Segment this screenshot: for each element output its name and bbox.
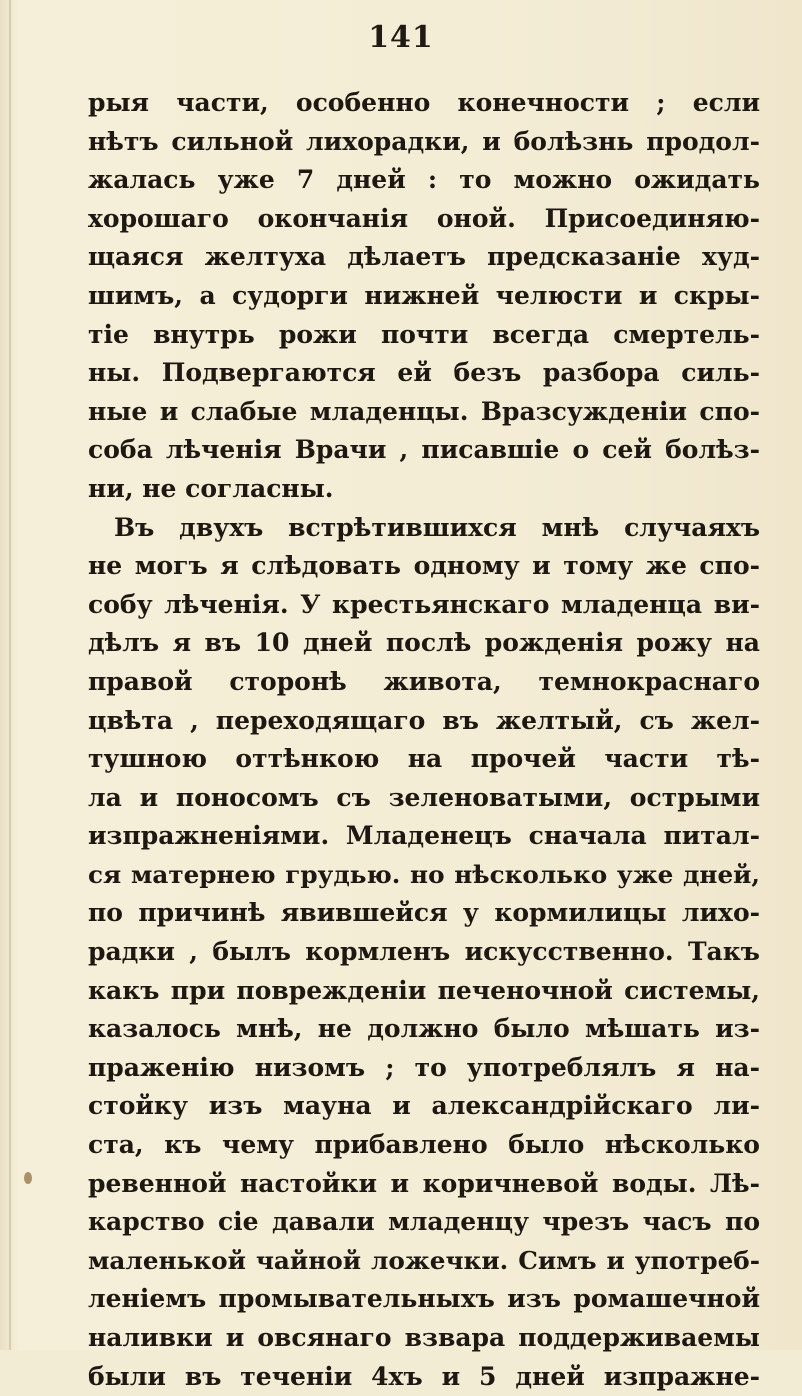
text-line-6: шимъ, а судорги нижней челюсти и скры-	[88, 280, 760, 310]
text-line-32: леніемъ промывательныхъ изъ ромашечной	[88, 1284, 760, 1314]
text-line-20: изпражненіями. Младенецъ сначала питал-	[88, 821, 760, 851]
text-line-17: цвѣта , переходящаго въ желтый, съ жел-	[88, 705, 760, 735]
text-line-19: ла и поносомъ съ зеленоватыми, острыми	[88, 782, 760, 812]
text-line-15: дѣлъ я въ 10 дней послѣ рожденія рожу на	[88, 628, 760, 658]
text-line-1: рыя части, особенно конечности ; если	[88, 88, 760, 117]
text-line-13: не могъ я слѣдовать одному и тому же спо-	[88, 551, 760, 581]
text-line-16: правой сторонѣ живота, темнокраснаго	[88, 666, 760, 696]
text-line-27: стойку изъ мауна и александрійскаго ли-	[88, 1091, 760, 1121]
page-number: 141	[368, 20, 434, 55]
text-line-14: собу лѣченія. У крестьянскаго младенца ви-	[88, 589, 760, 619]
text-line-8: ны. Подвергаются ей безъ разбора силь-	[88, 358, 760, 388]
body-text	[88, 84, 760, 1396]
text-line-21: ся матернею грудью. но нѣсколько уже дней,	[88, 859, 760, 889]
text-line-28: ста, къ чему прибавлено было нѣсколько	[88, 1130, 760, 1160]
binding-gutter	[9, 0, 11, 1350]
text-line-33: наливки и овсянаго взвара поддерживаемы	[88, 1323, 760, 1352]
text-line-23: радки , былъ кормленъ искусственно. Такъ	[88, 937, 760, 967]
text-line-5: щаяся желтуха дѣлаетъ предсказаніе худ-	[88, 242, 760, 272]
text-line-18: тушною оттѣнкою на прочей части тѣ-	[88, 744, 760, 774]
text-line-2: нѣтъ сильной лихорадки, и болѣзнь продол-	[88, 126, 760, 156]
text-line-30: карство сіе давали младенцу чрезъ часъ по	[88, 1207, 760, 1237]
text-line-12: Въ двухъ встрѣтившихся мнѣ случаяхъ	[114, 512, 760, 542]
ink-spot	[24, 1172, 32, 1184]
text-line-31: маленькой чайной ложечки. Симъ и употреб-	[88, 1245, 760, 1275]
text-line-24: какъ при поврежденіи печеночной системы,	[88, 975, 760, 1005]
text-line-34: были въ теченіи 4хъ и 5 дней изпражне-	[88, 1361, 760, 1391]
text-line-9: ные и слабые младенцы. Вразсужденіи спо-	[88, 396, 760, 426]
text-line-26: праженію низомъ ; то употреблялъ я на-	[88, 1052, 760, 1082]
text-line-10: соба лѣченія Врачи , писавшіе о сей болѣз-	[88, 435, 760, 465]
text-line-11: ни, не согласны.	[88, 473, 334, 503]
text-line-3: жалась уже 7 дней : то можно ожидать	[88, 165, 760, 195]
text-line-7: тіе внутрь рожи почти всегда смертель-	[88, 319, 760, 349]
text-line-4: хорошаго окончанія оной. Присоединяю-	[88, 203, 760, 233]
text-line-29: ревенной настойки и коричневой воды. Лѣ-	[88, 1168, 760, 1198]
text-line-25: казалось мнѣ, не должно было мѣшать из-	[88, 1014, 760, 1044]
text-line-22: по причинѣ явившейся у кормилицы лихо-	[88, 898, 760, 928]
